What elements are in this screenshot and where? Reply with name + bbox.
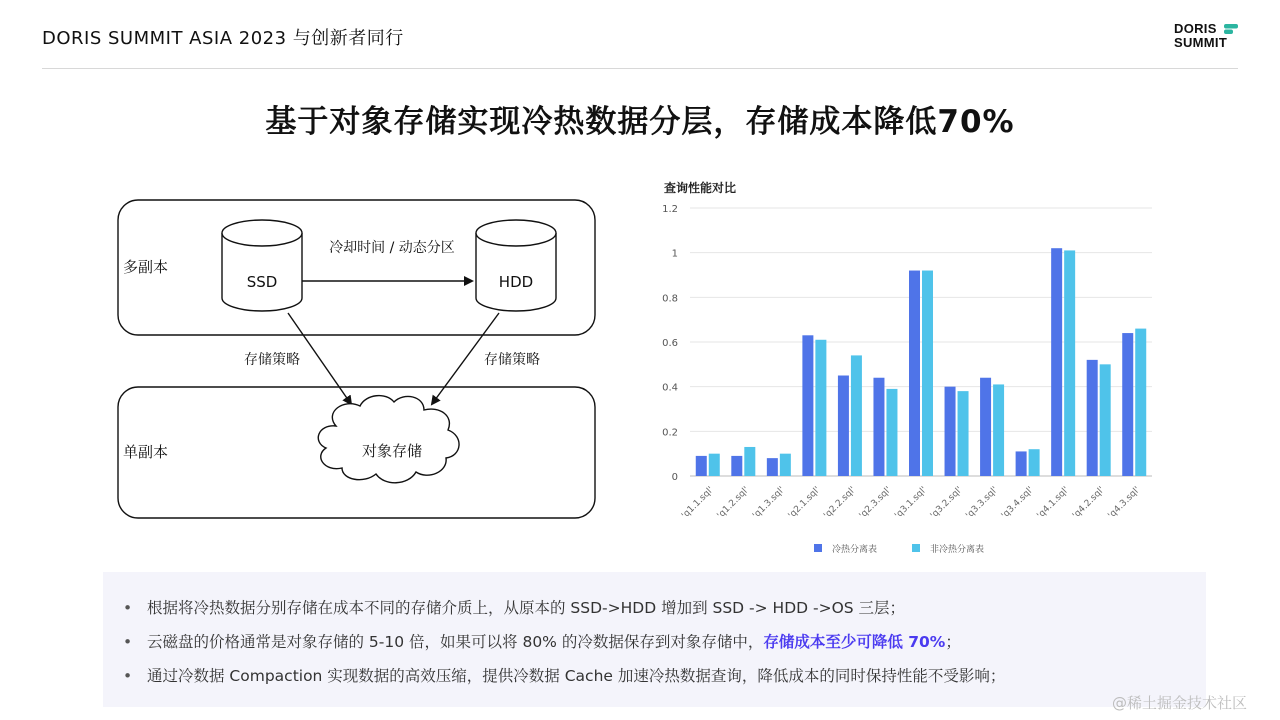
bar-non-tiered xyxy=(1064,250,1075,476)
multi-replica-label: 多副本 xyxy=(123,258,169,276)
x-tick-label: 'q3.1.sql' xyxy=(893,485,930,521)
legend-swatch xyxy=(912,544,920,552)
logo-mark-icon xyxy=(1224,24,1238,34)
bar-non-tiered xyxy=(958,391,969,476)
y-tick-label: 0.6 xyxy=(662,338,678,349)
y-tick-label: 0 xyxy=(671,472,678,483)
bar-non-tiered xyxy=(815,340,826,476)
bar-non-tiered xyxy=(886,389,897,476)
note-highlight: 存储成本至少可降低 70% xyxy=(763,633,946,651)
x-tick-label: 'q1.3.sql' xyxy=(751,485,787,521)
x-tick-label: 'q1.2.sql' xyxy=(715,485,752,521)
header-divider xyxy=(42,68,1238,69)
hdd-cylinder-icon xyxy=(476,220,556,311)
bar-tiered xyxy=(1087,360,1098,476)
legend-swatch xyxy=(814,544,822,552)
bar-tiered xyxy=(838,376,849,477)
cooling-time-label: 冷却时间 / 动态分区 xyxy=(329,240,455,256)
y-tick-label: 0.4 xyxy=(662,382,678,394)
bar-tiered xyxy=(873,378,884,476)
note-item xyxy=(123,630,961,652)
slide-title: 基于对象存储实现冷热数据分层，存储成本降低70% xyxy=(265,104,1015,140)
bar-tiered xyxy=(909,271,920,476)
bar-non-tiered xyxy=(1100,364,1111,476)
bar-non-tiered xyxy=(744,447,755,476)
bar-non-tiered xyxy=(1029,449,1040,476)
bullet: • xyxy=(123,667,133,685)
bar-tiered xyxy=(767,458,778,476)
bar-tiered xyxy=(1016,451,1027,476)
bar-tiered xyxy=(802,335,813,476)
chart-title: 查询性能对比 xyxy=(664,181,737,195)
bar-non-tiered xyxy=(922,271,933,476)
note-item xyxy=(123,664,1005,686)
bullet: • xyxy=(123,599,133,617)
y-tick-label: 0.8 xyxy=(662,293,678,305)
x-tick-label: 'q2.2.sql' xyxy=(822,485,859,521)
bar-non-tiered xyxy=(993,384,1004,476)
bar-tiered xyxy=(1122,333,1133,476)
bullet: • xyxy=(123,633,133,651)
x-tick-label: 'q4.2.sql' xyxy=(1070,485,1107,521)
note-suffix: ； xyxy=(945,633,961,651)
logo-line-2: SUMMIT xyxy=(1174,35,1228,50)
bar-non-tiered xyxy=(780,454,791,476)
ssd-cylinder-icon xyxy=(222,220,302,311)
x-tick-label: 'q2.1.sql' xyxy=(786,485,823,521)
logo-line-1: DORIS xyxy=(1174,21,1217,36)
x-tick-label: 'q3.3.sql' xyxy=(964,485,1001,521)
x-tick-label: 'q3.4.sql' xyxy=(999,485,1036,521)
policy-left-label: 存储策略 xyxy=(244,352,300,368)
single-replica-label: 单副本 xyxy=(123,443,169,461)
bar-tiered xyxy=(1051,248,1062,476)
bar-non-tiered xyxy=(709,454,720,476)
ssd-label: SSD xyxy=(246,273,278,291)
object-storage-label: 对象存储 xyxy=(361,442,423,460)
policy-right-label: 存储策略 xyxy=(484,352,540,368)
hdd-label: HDD xyxy=(498,273,534,291)
x-tick-label: 'q4.1.sql' xyxy=(1035,485,1072,521)
y-tick-label: 0.2 xyxy=(662,427,678,439)
note-text: 通过冷数据 Compaction 实现数据的高效压缩，提供冷数据 Cache 加速冷热数据查询，降低成本的同时保持性能不受影响； xyxy=(147,667,1006,685)
tiering-diagram xyxy=(110,190,610,530)
header-title: DORIS SUMMIT ASIA 2023 与创新者同行 xyxy=(42,28,404,49)
legend-label: 非冷热分离表 xyxy=(930,545,985,555)
y-tick-label: 1.2 xyxy=(662,204,678,215)
note-text: 根据将冷热数据分别存储在成本不同的存储介质上，从原本的 SSD->HDD 增加到 SSD -> HDD ->OS 三层； xyxy=(147,599,906,617)
y-tick-label: 1 xyxy=(671,248,678,260)
x-tick-label: 'q1.1.sql' xyxy=(680,485,716,521)
bar-tiered xyxy=(945,387,956,476)
bar-non-tiered xyxy=(1135,329,1146,476)
note-text: 云磁盘的价格通常是对象存储的 5-10 倍，如果可以将 80% 的冷数据保存到对象存储中， xyxy=(147,633,764,651)
x-tick-label: 'q2.3.sql' xyxy=(857,485,894,521)
note-item xyxy=(123,596,905,618)
object-storage-cloud-icon xyxy=(318,396,459,483)
x-tick-label: 'q4.3.sql' xyxy=(1106,485,1143,521)
notes-panel xyxy=(103,572,1206,707)
bar-non-tiered xyxy=(851,355,862,476)
x-tick-label: 'q3.2.sql' xyxy=(928,485,965,521)
watermark: @稀土掘金技术社区 xyxy=(1112,694,1248,712)
bar-tiered xyxy=(731,456,742,476)
bar-tiered xyxy=(696,456,707,476)
query-performance-chart xyxy=(650,176,1170,566)
doris-summit-logo xyxy=(1174,22,1244,50)
bar-tiered xyxy=(980,378,991,476)
legend-label: 冷热分离表 xyxy=(832,545,878,555)
